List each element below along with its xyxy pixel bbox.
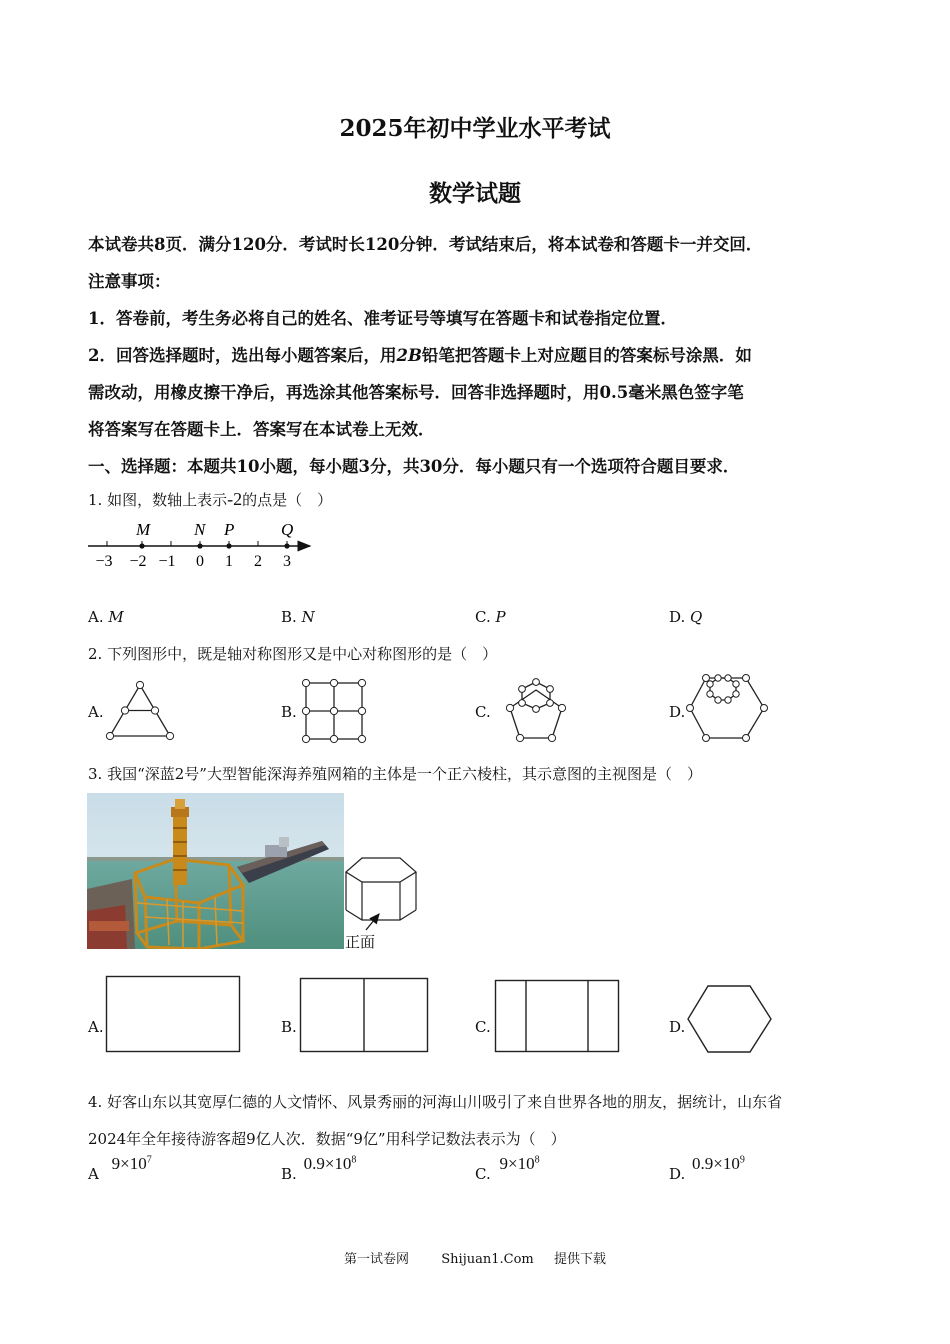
point-n bbox=[197, 543, 202, 548]
page-footer bbox=[0, 1248, 950, 1267]
point-m bbox=[139, 543, 144, 548]
q2-triangle-figure bbox=[104, 680, 176, 742]
q4-option-a[interactable]: A $9\times 10^7$ bbox=[88, 1154, 152, 1183]
q1-option-a[interactable]: A. M bbox=[88, 608, 124, 626]
number-line-ticks bbox=[107, 541, 287, 546]
tick-label-neg2: −2 bbox=[129, 553, 147, 570]
note-2-line-2: 需改动，用橡皮擦干净后，再选涂其他答案标号．回答非选择题时，用0.5毫米黑色签字笔 bbox=[88, 383, 744, 402]
exam-title: 2025年初中学业水平考试 bbox=[339, 115, 611, 142]
q2-option-c-label[interactable]: C. bbox=[475, 703, 491, 721]
q1-stem bbox=[88, 489, 332, 510]
q3-option-a-label[interactable]: A. bbox=[88, 1018, 104, 1036]
label-n: N bbox=[194, 520, 206, 539]
tick-label-0: 0 bbox=[196, 553, 204, 570]
q1-stem-a: 1. 如图，数轴上表示 bbox=[88, 491, 228, 509]
q3-stem: 3. 我国“深蓝2号”大型智能深海养殖网箱的主体是一个正六棱柱，其示意图的主视图是（ ） bbox=[88, 765, 702, 783]
notes-title: 注意事项： bbox=[88, 272, 171, 291]
q1-option-d[interactable]: D. Q bbox=[669, 608, 703, 626]
q1-stem-b: 的点是（ ） bbox=[242, 491, 333, 509]
aquaculture-photo bbox=[87, 793, 344, 949]
label-p: P bbox=[224, 520, 235, 539]
exam-subtitle: 数学试题 bbox=[429, 180, 521, 207]
q4-stem-line-2: 2024年全年接待游客超9亿人次．数据“9亿”用科学记数法表示为（ ） bbox=[88, 1130, 566, 1148]
note-2-part-a: 2．回答选择题时，选出每小题答案后，用 bbox=[88, 346, 397, 365]
q1-option-c[interactable]: C. P bbox=[475, 608, 506, 626]
q4-option-d[interactable]: D. $0.9\times 10^9$ bbox=[669, 1154, 745, 1183]
note-2-part-c: 铅笔把答题卡上对应题目的答案标号涂黑．如 bbox=[421, 346, 752, 365]
q2-pentagon-figure bbox=[494, 678, 580, 744]
label-m: M bbox=[136, 520, 151, 539]
tick-label-3: 3 bbox=[283, 553, 291, 570]
q3-option-b-label[interactable]: B. bbox=[281, 1018, 297, 1036]
front-view-label: 正面 bbox=[345, 933, 376, 951]
q2-option-d-label[interactable]: D. bbox=[669, 703, 686, 721]
footer-suffix: 提供下载 bbox=[554, 1252, 607, 1267]
label-q: Q bbox=[281, 520, 294, 539]
q2-option-b-label[interactable]: B. bbox=[281, 703, 297, 721]
q2-grid-figure bbox=[300, 678, 370, 744]
q4-option-b[interactable]: B. $0.9\times 10^8$ bbox=[281, 1154, 357, 1183]
q2-hexagon-figure bbox=[686, 672, 768, 744]
tick-label-1: 1 bbox=[225, 553, 233, 570]
q3-option-b-figure bbox=[299, 977, 431, 1055]
note-1: 1．答卷前，考生务必将自己的姓名、准考证号等填写在答题卡和试卷指定位置． bbox=[88, 309, 677, 328]
q3-option-a-figure bbox=[105, 975, 243, 1055]
tick-label-neg3: −3 bbox=[95, 553, 113, 570]
tick-labels bbox=[95, 553, 291, 570]
footer-site: 第一试卷网 bbox=[343, 1252, 409, 1267]
note-2-pencil: 2B bbox=[396, 346, 422, 365]
q1-value: -2 bbox=[227, 489, 243, 509]
q3-option-c-label[interactable]: C. bbox=[475, 1018, 491, 1036]
q1-option-b[interactable]: B. N bbox=[281, 608, 315, 626]
point-p bbox=[226, 543, 231, 548]
q3-option-d-figure bbox=[686, 984, 774, 1056]
section-1-heading: 一、选择题：本题共10小题，每小题3分，共30分．每小题只有一个选项符合题目要求． bbox=[88, 457, 740, 476]
q2-stem: 2. 下列图形中，既是轴对称图形又是中心对称图形的是（ ） bbox=[88, 645, 498, 663]
q4-option-c[interactable]: C. $9\times 10^8$ bbox=[475, 1154, 540, 1183]
tick-label-2: 2 bbox=[254, 553, 262, 570]
intro-text: 本试卷共8页．满分120分．考试时长120分钟．考试结束后，将本试卷和答题卡一并交回． bbox=[88, 235, 763, 254]
number-line-figure bbox=[84, 515, 324, 575]
q4-stem-line-1: 4. 好客山东以其宽厚仁德的人文情怀、风景秀丽的河海山川吸引了来自世界各地的朋友，据统计，山东省 bbox=[88, 1093, 783, 1111]
q3-option-c-figure bbox=[494, 979, 622, 1055]
q3-option-d-label[interactable]: D. bbox=[669, 1018, 686, 1036]
point-q bbox=[284, 543, 289, 548]
footer-domain[interactable]: Shijuan1.Com bbox=[441, 1252, 534, 1267]
note-2 bbox=[88, 342, 752, 366]
q2-option-a-label[interactable]: A. bbox=[88, 703, 104, 721]
note-2-line-3: 将答案写在答题卡上．答案写在本试卷上无效． bbox=[88, 420, 435, 439]
tick-label-neg1: −1 bbox=[158, 553, 176, 570]
